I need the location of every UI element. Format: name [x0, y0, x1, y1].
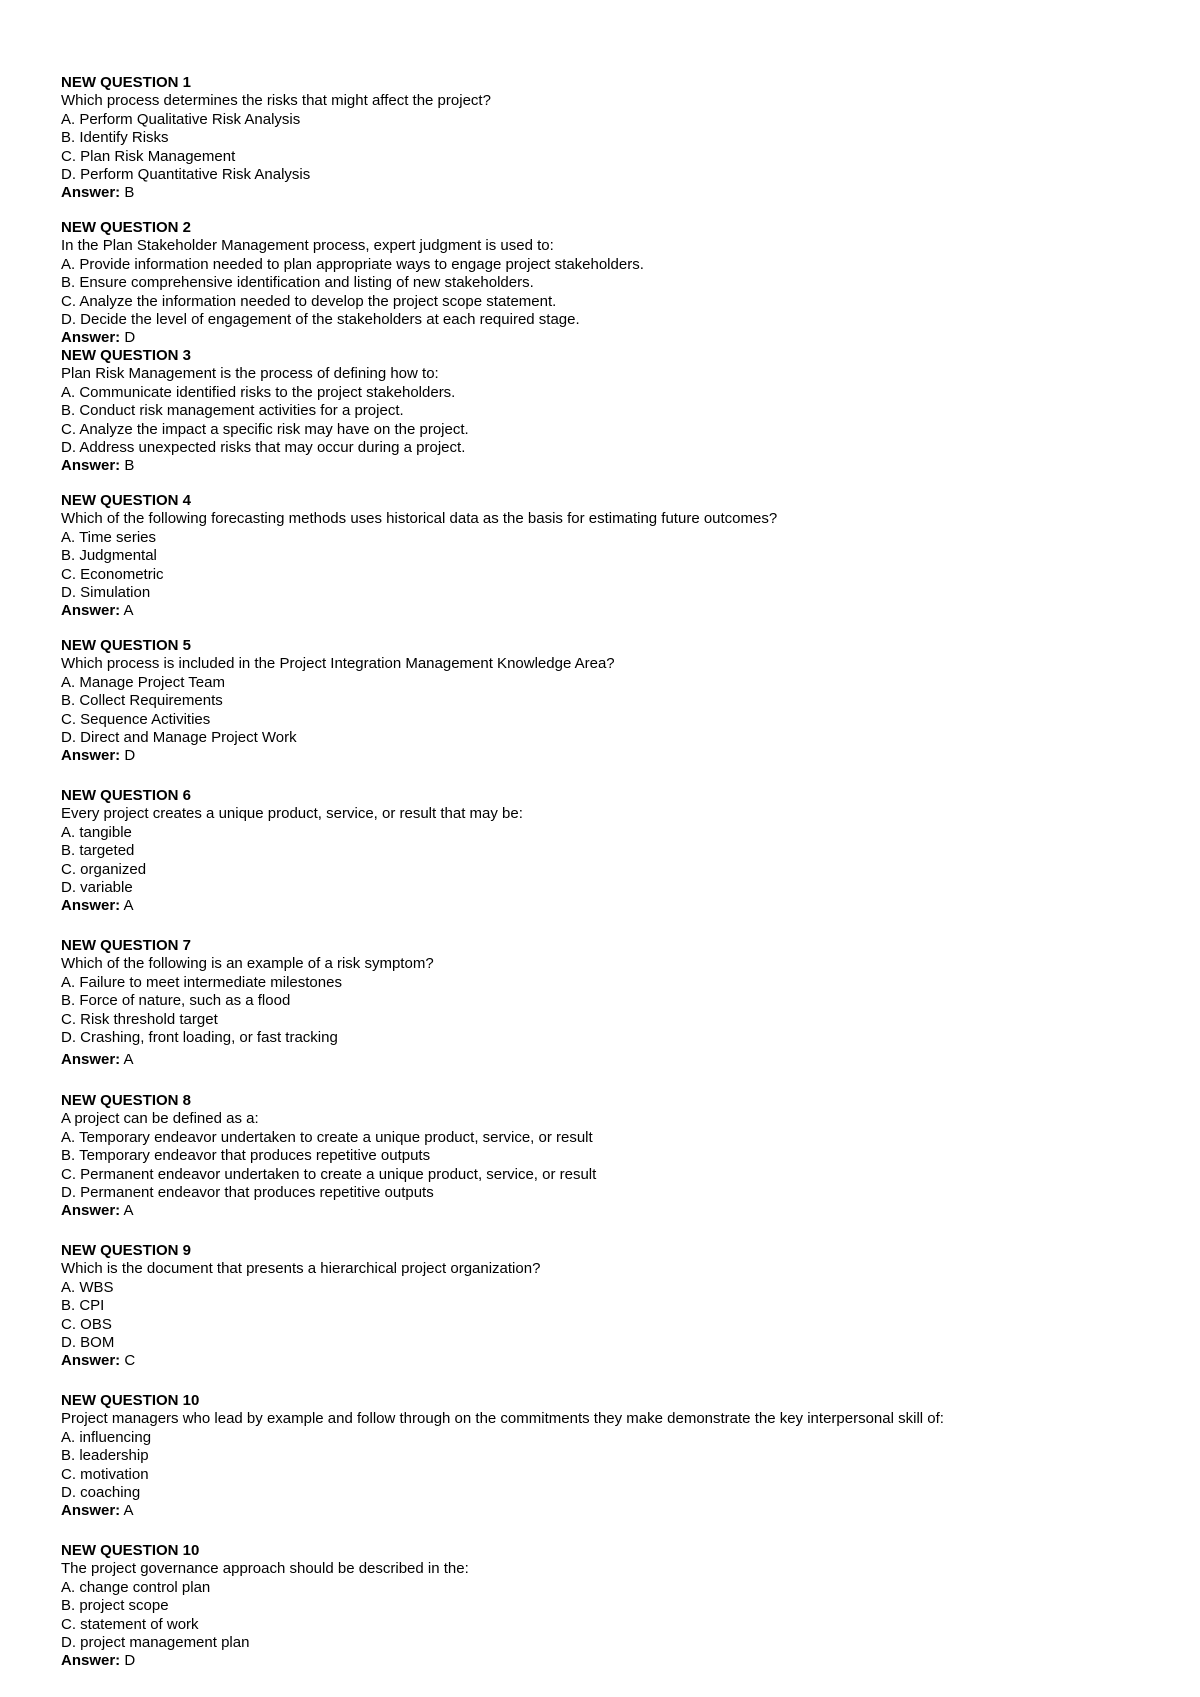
option-c: C. Sequence Activities — [61, 710, 211, 728]
question-block — [61, 1092, 596, 1221]
answer-value: A — [120, 1202, 134, 1220]
answer-line — [61, 1202, 596, 1220]
question-block — [61, 492, 777, 621]
option-b: B. Ensure comprehensive identification and listing of new stakeholders. — [61, 274, 534, 292]
option-c: C. motivation — [61, 1465, 149, 1483]
question-heading: NEW QUESTION 3 — [61, 347, 192, 364]
answer-value: A — [120, 897, 134, 915]
answer-label: Answer: — [61, 897, 121, 915]
option-c: C. Analyze the information needed to develop the project scope statement. — [61, 292, 557, 310]
option-d: D. Simulation — [61, 584, 151, 602]
question-heading: NEW QUESTION 4 — [61, 492, 192, 509]
question-heading: NEW QUESTION 7 — [61, 937, 192, 954]
answer-value: D — [120, 329, 136, 347]
answer-line — [61, 329, 644, 347]
answer-label: Answer: — [61, 184, 121, 202]
question-text: Which of the following is an example of a risk symptom? — [61, 955, 434, 973]
option-b: B. Force of nature, such as a flood — [61, 992, 291, 1010]
answer-label: Answer: — [61, 1652, 121, 1670]
option-c: C. Risk threshold target — [61, 1010, 218, 1028]
answer-value: A — [120, 1051, 134, 1069]
answer-value: D — [120, 1652, 136, 1670]
question-text: In the Plan Stakeholder Management process, expert judgment is used to: — [61, 237, 554, 255]
answer-value: B — [120, 184, 135, 202]
option-b: B. Conduct risk management activities for a project. — [61, 402, 404, 420]
answer-line — [61, 897, 523, 915]
question-text: Every project creates a unique product, service, or result that may be: — [61, 805, 523, 823]
question-text: A project can be defined as a: — [61, 1110, 259, 1128]
answer-value: A — [120, 602, 134, 620]
question-text: Which process determines the risks that might affect the project? — [61, 92, 491, 110]
option-d: D. BOM — [61, 1334, 115, 1352]
option-d: D. Address unexpected risks that may occur during a project. — [61, 439, 466, 457]
question-block — [61, 1242, 540, 1371]
answer-line — [61, 602, 777, 620]
answer-value: B — [120, 457, 135, 475]
answer-value: C — [120, 1352, 136, 1370]
option-b: B. Judgmental — [61, 547, 157, 565]
option-a: A. Perform Qualitative Risk Analysis — [61, 110, 301, 128]
answer-label: Answer: — [61, 1352, 121, 1370]
option-c: C. Analyze the impact a specific risk may have on the project. — [61, 420, 469, 438]
answer-line — [61, 1051, 434, 1069]
answer-label: Answer: — [61, 602, 121, 620]
answer-value: A — [120, 1502, 134, 1520]
option-b: B. project scope — [61, 1597, 169, 1615]
answer-line — [61, 184, 491, 202]
question-text: Which of the following forecasting methods uses historical data as the basis for estimating future outcomes? — [61, 510, 778, 528]
question-heading: NEW QUESTION 6 — [61, 787, 192, 804]
question-block — [61, 74, 491, 203]
answer-label: Answer: — [61, 457, 121, 475]
answer-label: Answer: — [61, 1502, 121, 1520]
option-d: D. coaching — [61, 1484, 141, 1502]
question-block — [61, 1542, 469, 1671]
answer-label: Answer: — [61, 329, 121, 347]
option-b: B. leadership — [61, 1447, 149, 1465]
question-text: Project managers who lead by example and follow through on the commitments they make demonstrate the key interpersonal skill of: — [61, 1410, 944, 1428]
option-b: B. Collect Requirements — [61, 692, 223, 710]
question-heading: NEW QUESTION 10 — [61, 1392, 200, 1409]
option-a: A. Communicate identified risks to the project stakeholders. — [61, 383, 456, 401]
option-d: D. Perform Quantitative Risk Analysis — [61, 166, 311, 184]
answer-line — [61, 747, 615, 765]
question-heading: NEW QUESTION 5 — [61, 637, 192, 654]
question-heading: NEW QUESTION 10 — [61, 1542, 200, 1559]
question-heading: NEW QUESTION 8 — [61, 1092, 192, 1109]
option-d: D. variable — [61, 879, 133, 897]
option-c: C. organized — [61, 860, 147, 878]
answer-line — [61, 1502, 944, 1520]
question-block — [61, 219, 644, 348]
answer-label: Answer: — [61, 1051, 121, 1069]
option-a: A. Temporary endeavor undertaken to create a unique product, service, or result — [61, 1128, 593, 1146]
question-heading: NEW QUESTION 2 — [61, 219, 192, 236]
option-d: D. Permanent endeavor that produces repetitive outputs — [61, 1184, 434, 1202]
option-a: A. Provide information needed to plan appropriate ways to engage project stakeholders. — [61, 255, 644, 273]
option-a: A. tangible — [61, 823, 132, 841]
question-block — [61, 637, 615, 766]
option-b: B. CPI — [61, 1297, 105, 1315]
option-c: C. OBS — [61, 1315, 112, 1333]
question-block — [61, 347, 469, 476]
question-heading: NEW QUESTION 9 — [61, 1242, 192, 1259]
option-c: C. Permanent endeavor undertaken to create a unique product, service, or result — [61, 1165, 597, 1183]
option-b: B. Temporary endeavor that produces repetitive outputs — [61, 1147, 431, 1165]
question-text: Which process is included in the Project Integration Management Knowledge Area? — [61, 655, 615, 673]
question-block — [61, 937, 434, 1070]
question-heading: NEW QUESTION 1 — [61, 74, 192, 91]
option-c: C. statement of work — [61, 1615, 199, 1633]
question-text: Which is the document that presents a hierarchical project organization? — [61, 1260, 541, 1278]
option-c: C. Plan Risk Management — [61, 147, 236, 165]
option-c: C. Econometric — [61, 565, 164, 583]
option-d: D. project management plan — [61, 1634, 250, 1652]
option-d: D. Crashing, front loading, or fast tracking — [61, 1029, 338, 1047]
option-a: A. change control plan — [61, 1578, 211, 1596]
option-a: A. Manage Project Team — [61, 673, 225, 691]
option-d: D. Direct and Manage Project Work — [61, 729, 297, 747]
answer-line — [61, 1652, 469, 1670]
option-a: A. WBS — [61, 1278, 114, 1296]
option-a: A. Failure to meet intermediate milestones — [61, 973, 342, 991]
question-text: The project governance approach should be described in the: — [61, 1560, 469, 1578]
answer-label: Answer: — [61, 747, 121, 765]
question-text: Plan Risk Management is the process of defining how to: — [61, 365, 439, 383]
option-a: A. Time series — [61, 528, 157, 546]
option-b: B. Identify Risks — [61, 129, 169, 147]
answer-line — [61, 1352, 540, 1370]
answer-value: D — [120, 747, 136, 765]
answer-line — [61, 457, 469, 475]
option-d: D. Decide the level of engagement of the stakeholders at each required stage. — [61, 311, 580, 329]
option-b: B. targeted — [61, 842, 135, 860]
answer-label: Answer: — [61, 1202, 121, 1220]
question-block — [61, 1392, 944, 1521]
question-block — [61, 787, 523, 916]
option-a: A. influencing — [61, 1428, 152, 1446]
